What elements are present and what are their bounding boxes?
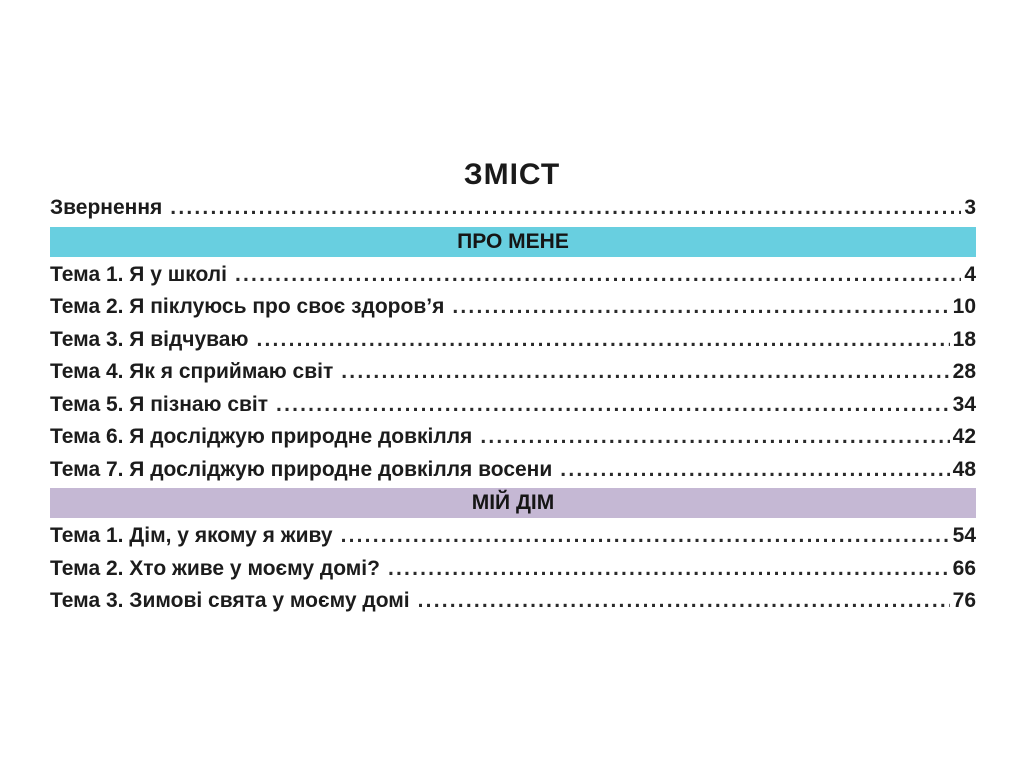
dot-leader	[560, 454, 949, 487]
toc-entry-page: 34	[952, 392, 976, 416]
toc-entry-label: Тема 2. Хто живе у моєму домі?	[50, 556, 380, 580]
dot-leader	[341, 356, 949, 389]
dot-leader	[170, 192, 961, 225]
toc-entry-page: 4	[964, 262, 976, 286]
toc-entry-label: Тема 1. Я у школі	[50, 262, 227, 286]
toc-entry[interactable]	[50, 454, 976, 487]
toc-entry-page: 48	[952, 457, 976, 481]
toc-entry-label: Тема 3. Я відчуваю	[50, 327, 249, 351]
dot-leader	[276, 389, 950, 422]
toc-entry-label: Тема 6. Я досліджую природне довкілля	[50, 425, 473, 448]
toc-entry[interactable]	[50, 389, 976, 422]
toc-entry-page: 3	[964, 196, 976, 219]
toc-entry-intro[interactable]	[50, 192, 976, 225]
toc-entry[interactable]	[50, 553, 976, 586]
section-heading-my-home: МІЙ ДІМ	[50, 488, 976, 518]
toc-entry-page: 10	[952, 295, 976, 318]
dot-leader	[480, 421, 949, 454]
toc-entry-page: 54	[952, 524, 976, 547]
toc-entry-label: Тема 7. Я досліджую природне довкілля восени	[50, 457, 553, 481]
toc-entry-page: 28	[952, 360, 976, 383]
dot-leader	[341, 520, 950, 553]
toc-entry-page: 66	[952, 556, 976, 580]
toc-entry-label: Тема 5. Я пізнаю світ	[50, 392, 269, 416]
toc-entry[interactable]	[50, 324, 976, 357]
dot-leader	[452, 291, 949, 324]
toc-entry-page: 42	[952, 425, 976, 448]
toc-entry-label: Звернення	[50, 196, 163, 219]
toc-entry-label: Тема 2. Я піклуюсь про своє здоров’я	[50, 295, 445, 318]
toc-entry[interactable]	[50, 520, 976, 553]
toc-entry-page: 18	[952, 327, 976, 351]
toc-entry-page: 76	[952, 589, 976, 612]
toc-entry-label: Тема 1. Дім, у якому я живу	[50, 524, 333, 547]
toc-entry-label: Тема 3. Зимові свята у моєму домі	[50, 589, 410, 612]
toc-entry-label: Тема 4. Як я сприймаю світ	[50, 360, 334, 383]
dot-leader	[388, 553, 950, 586]
toc-entry[interactable]	[50, 259, 976, 292]
dot-leader	[256, 324, 949, 357]
dot-leader	[235, 259, 961, 292]
toc-entry[interactable]	[50, 356, 976, 389]
table-of-contents	[50, 192, 976, 618]
toc-entry[interactable]	[50, 585, 976, 618]
toc-entry[interactable]	[50, 421, 976, 454]
toc-entry[interactable]	[50, 291, 976, 324]
section-heading-about-me: ПРО МЕНЕ	[50, 227, 976, 257]
dot-leader	[418, 585, 950, 618]
page-title: ЗМІСТ	[463, 158, 561, 191]
